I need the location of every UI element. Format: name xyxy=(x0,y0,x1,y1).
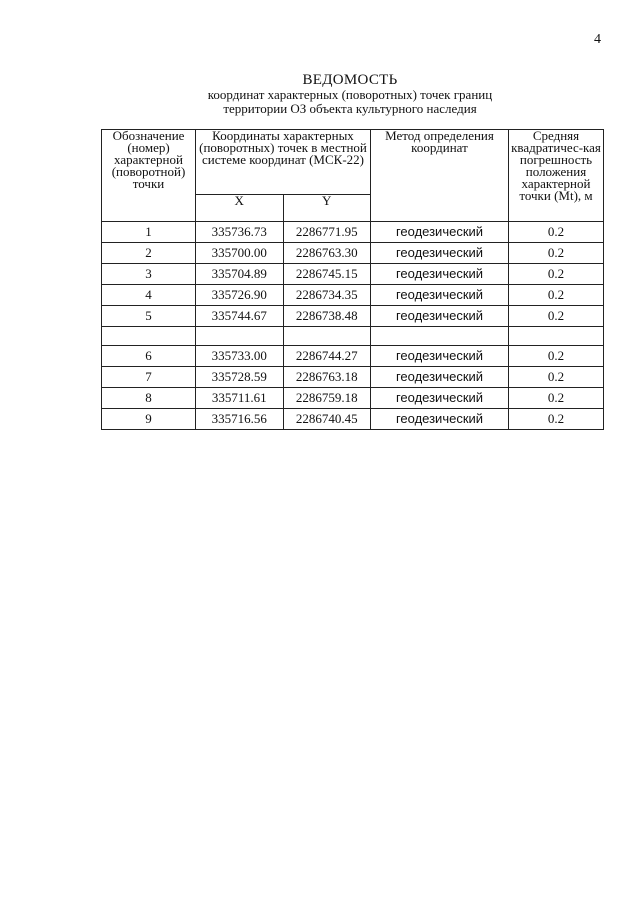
document-subtitle-line-1: координат характерных (поворотных) точек границ xyxy=(207,87,493,102)
x-coordinate-cell: 335700.00 xyxy=(196,243,284,264)
x-coordinate-cell: 335726.90 xyxy=(196,285,284,306)
y-coordinate-cell: 2286745.15 xyxy=(283,264,371,285)
table-row xyxy=(102,243,604,264)
y-coordinate-cell: 2286759.18 xyxy=(283,388,371,409)
error-cell: 0.2 xyxy=(509,306,604,327)
error-cell: 0.2 xyxy=(509,367,604,388)
x-coordinate-cell: 335744.67 xyxy=(196,306,284,327)
point-number-cell: 6 xyxy=(102,346,196,367)
header-error: Средняя квадратичес-кая погрешность положения характерной точки (Mt), м xyxy=(509,130,604,222)
x-coordinate-cell: 335704.89 xyxy=(196,264,284,285)
method-cell: геодезический xyxy=(371,367,509,388)
table-row xyxy=(102,306,604,327)
y-coordinate-cell: 2286734.35 xyxy=(283,285,371,306)
point-number-cell: 9 xyxy=(102,409,196,430)
header-method: Метод определения координат xyxy=(371,130,509,222)
point-number-cell: 3 xyxy=(102,264,196,285)
method-cell: геодезический xyxy=(371,388,509,409)
x-coordinate-cell: 335728.59 xyxy=(196,367,284,388)
empty-cell xyxy=(196,327,284,346)
error-cell: 0.2 xyxy=(509,264,604,285)
point-number-cell: 4 xyxy=(102,285,196,306)
y-coordinate-cell: 2286763.30 xyxy=(283,243,371,264)
table-body xyxy=(102,222,604,430)
point-number-cell: 2 xyxy=(102,243,196,264)
point-number-cell: 5 xyxy=(102,306,196,327)
table-row xyxy=(102,285,604,306)
error-cell: 0.2 xyxy=(509,346,604,367)
method-cell: геодезический xyxy=(371,243,509,264)
empty-cell xyxy=(371,327,509,346)
point-number-cell: 1 xyxy=(102,222,196,243)
method-cell: геодезический xyxy=(371,346,509,367)
point-number-cell: 8 xyxy=(102,388,196,409)
error-cell: 0.2 xyxy=(509,222,604,243)
table-row xyxy=(102,388,604,409)
error-cell: 0.2 xyxy=(509,285,604,306)
y-coordinate-cell: 2286771.95 xyxy=(283,222,371,243)
y-coordinate-cell: 2286763.18 xyxy=(283,367,371,388)
header-x: X xyxy=(196,194,284,221)
x-coordinate-cell: 335733.00 xyxy=(196,346,284,367)
error-cell: 0.2 xyxy=(509,243,604,264)
y-coordinate-cell: 2286740.45 xyxy=(283,409,371,430)
header-designation: Обозначение (номер) характерной (поворотной) точки xyxy=(102,130,196,222)
error-cell: 0.2 xyxy=(509,409,604,430)
page-number: 4 xyxy=(594,32,601,47)
table-row xyxy=(102,264,604,285)
header-y: Y xyxy=(283,194,371,221)
method-cell: геодезический xyxy=(371,409,509,430)
coordinates-table xyxy=(101,129,604,430)
table-row xyxy=(102,346,604,367)
y-coordinate-cell: 2286738.48 xyxy=(283,306,371,327)
table-row xyxy=(102,222,604,243)
method-cell: геодезический xyxy=(371,306,509,327)
empty-row xyxy=(102,327,604,346)
method-cell: геодезический xyxy=(371,222,509,243)
empty-cell xyxy=(509,327,604,346)
document-title: ВЕДОМОСТЬ xyxy=(302,72,398,88)
empty-cell xyxy=(102,327,196,346)
table-row xyxy=(102,409,604,430)
x-coordinate-cell: 335736.73 xyxy=(196,222,284,243)
empty-cell xyxy=(283,327,371,346)
method-cell: геодезический xyxy=(371,285,509,306)
table-row xyxy=(102,367,604,388)
point-number-cell: 7 xyxy=(102,367,196,388)
header-coordinates: Координаты характерных (поворотных) точек в местной системе координат (МСК-22) xyxy=(196,130,371,195)
document-subtitle-line-2: территории ОЗ объекта культурного наследия xyxy=(223,101,477,116)
method-cell: геодезический xyxy=(371,264,509,285)
y-coordinate-cell: 2286744.27 xyxy=(283,346,371,367)
error-cell: 0.2 xyxy=(509,388,604,409)
x-coordinate-cell: 335716.56 xyxy=(196,409,284,430)
x-coordinate-cell: 335711.61 xyxy=(196,388,284,409)
